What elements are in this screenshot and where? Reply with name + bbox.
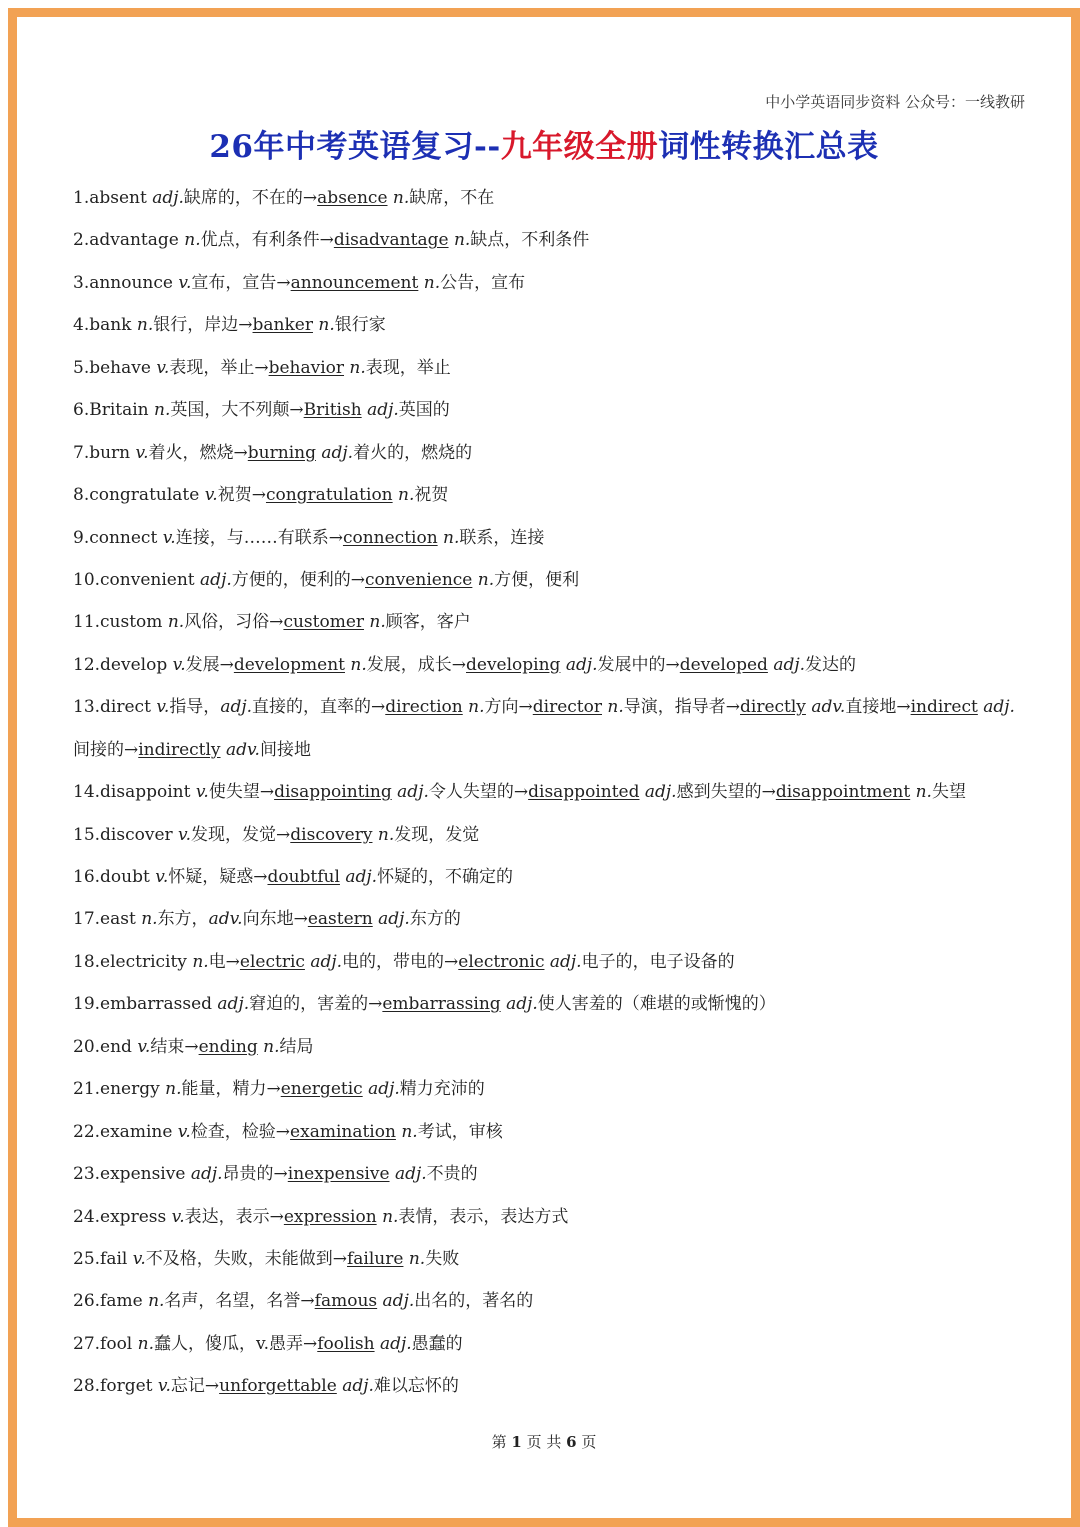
part-of-speech: n.: [401, 1121, 418, 1142]
entry-text: 银行，岸边→: [153, 315, 253, 336]
entry-text: 7.burn: [73, 442, 136, 463]
entry-text: 令人失望的→: [428, 782, 529, 803]
entry-text: 12.develop: [73, 654, 173, 675]
entry-text: 怀疑的，不确定的: [377, 867, 514, 887]
entry-text: 发现，发觉: [394, 824, 480, 845]
entry-row: [73, 771, 1033, 813]
entry-text: 使失望→: [208, 782, 275, 803]
entry-row: [73, 601, 1033, 643]
entry-text: 间接的→: [73, 739, 139, 760]
entry-text: 表现，举止: [365, 357, 451, 378]
derived-word: eastern: [307, 909, 373, 930]
entry-text: 方向→: [484, 697, 533, 718]
entry-text: 21.energy: [73, 1079, 166, 1100]
part-of-speech: n.: [443, 527, 460, 548]
derived-word: developing: [466, 654, 561, 675]
part-of-speech: adj.: [565, 654, 598, 675]
part-of-speech: n.: [382, 1206, 399, 1227]
entry-text: 东方，: [157, 909, 209, 930]
entry-text: 13.direct: [73, 697, 157, 718]
derived-word: disappointing: [274, 782, 392, 803]
entry-text: 缺席的，不在的→: [183, 188, 318, 208]
entry-row: [73, 1026, 1033, 1068]
derived-word: director: [532, 697, 602, 718]
part-of-speech: n.: [392, 188, 410, 208]
entry-text: 22.examine: [73, 1121, 178, 1142]
derived-word: disappointment: [775, 782, 911, 803]
part-of-speech: n.: [369, 612, 386, 633]
part-of-speech: adj.: [549, 951, 582, 972]
part-of-speech: v.: [178, 272, 192, 293]
part-of-speech: n.: [468, 697, 485, 718]
derived-word: direction: [385, 697, 463, 718]
derived-word: absence: [317, 188, 388, 208]
entry-text: 英国，大不列颠→: [170, 400, 304, 421]
part-of-speech: n.: [398, 485, 415, 506]
derived-word: foolish: [317, 1333, 375, 1354]
part-of-speech: v.: [156, 357, 170, 378]
derived-word: directly: [740, 697, 806, 718]
part-of-speech: v.: [204, 485, 218, 506]
entry-text: 优点，有利条件→: [200, 230, 334, 251]
entry-row: [73, 644, 1033, 686]
part-of-speech: v.: [156, 697, 170, 718]
entry-text: 23.expensive: [73, 1164, 191, 1185]
page-title: [17, 121, 1071, 166]
part-of-speech: v.: [132, 1248, 146, 1269]
entry-text: 表现，举止→: [169, 357, 269, 378]
part-of-speech: adj.: [342, 1376, 374, 1397]
part-of-speech: n.: [154, 400, 171, 421]
entry-row: [73, 559, 1033, 601]
part-of-speech: n.: [136, 315, 154, 336]
derived-word: ending: [198, 1036, 258, 1057]
entry-list: [73, 177, 1033, 1408]
entry-text: 出名的，著名的: [414, 1291, 534, 1312]
derived-word: British: [303, 400, 362, 421]
part-of-speech: adj.: [378, 909, 410, 930]
part-of-speech: v.: [177, 1121, 191, 1142]
entry-text: 结束→: [150, 1036, 199, 1057]
entry-text: 愚蠢的: [411, 1333, 463, 1354]
part-of-speech: adj.: [368, 1079, 400, 1100]
derived-word: embarrassing: [382, 994, 501, 1015]
part-of-speech: adj.: [310, 951, 343, 972]
derived-word: unforgettable: [219, 1376, 337, 1397]
part-of-speech: adj.: [394, 1164, 427, 1185]
derived-word: customer: [283, 612, 365, 633]
part-of-speech: adv.: [225, 739, 260, 760]
part-of-speech: n.: [148, 1291, 165, 1312]
part-of-speech: v.: [171, 1206, 185, 1227]
part-of-speech: adj.: [397, 782, 429, 803]
entry-text: 28.forget: [73, 1376, 158, 1397]
derived-word: electronic: [458, 951, 545, 972]
entry-row: [73, 304, 1033, 346]
entry-text: 24.express: [73, 1206, 172, 1227]
entry-text: 14.disappoint: [73, 782, 196, 803]
derived-word: indirect: [910, 697, 978, 718]
entry-text: 精力充沛的: [399, 1079, 485, 1100]
entry-row: [73, 814, 1033, 856]
entry-row: [73, 941, 1033, 983]
entry-text: 电的，带电的→: [342, 951, 459, 972]
part-of-speech: v.: [157, 1376, 171, 1397]
entry-row: [73, 729, 1033, 771]
part-of-speech: n.: [192, 951, 209, 972]
entry-text: 东方的: [409, 909, 461, 930]
title-part-2: 九年级全册: [500, 129, 659, 165]
entry-text: 9.connect: [73, 527, 163, 548]
footer-prefix: 第: [491, 1433, 507, 1451]
footer-mid: 页 共: [526, 1433, 562, 1451]
entry-text: 缺席，不在: [409, 188, 495, 208]
part-of-speech: n.: [915, 782, 932, 803]
entry-row: [73, 1238, 1033, 1280]
entry-text: 25.fail: [73, 1248, 133, 1269]
entry-row: [73, 983, 1033, 1025]
entry-text: 方便，便利: [494, 569, 580, 590]
entry-row: [73, 389, 1033, 431]
entry-text: 顾客，客户: [385, 612, 471, 633]
entry-text: 结局: [279, 1036, 314, 1057]
entry-row: [73, 1111, 1033, 1153]
title-part-1: 26年中考英语复习--: [209, 129, 501, 165]
page-frame: [8, 8, 1080, 1527]
part-of-speech: n.: [167, 612, 185, 633]
part-of-speech: adv.: [208, 909, 243, 930]
part-of-speech: adj.: [220, 697, 253, 718]
entry-text: 连接，与……有联系→: [175, 527, 343, 548]
part-of-speech: adj.: [200, 569, 232, 590]
entry-text: 昂贵的→: [222, 1164, 288, 1185]
part-of-speech: v.: [195, 782, 209, 803]
part-of-speech: n.: [350, 654, 367, 675]
part-of-speech: n.: [349, 357, 366, 378]
derived-word: failure: [347, 1248, 404, 1269]
entry-text: 宣布，宣告→: [191, 272, 291, 293]
derived-word: electric: [239, 951, 305, 972]
entry-text: 着火的，燃烧的: [353, 442, 473, 463]
entry-text: 电→: [208, 951, 240, 972]
entry-row: [73, 1068, 1033, 1110]
entry-text: 祝贺→: [217, 485, 266, 506]
part-of-speech: n.: [423, 272, 441, 293]
entry-text: 考试，审核: [417, 1121, 503, 1142]
part-of-speech: n.: [137, 1333, 154, 1354]
entry-text: 名声，名望，名誉→: [164, 1291, 315, 1312]
entry-text: 8.congratulate: [73, 485, 205, 506]
entry-text: 16.doubt: [73, 867, 156, 887]
derived-word: congratulation: [265, 485, 393, 506]
part-of-speech: n.: [453, 230, 471, 251]
derived-word: famous: [314, 1291, 378, 1312]
part-of-speech: adj.: [773, 654, 806, 675]
entry-text: 3.announce: [73, 272, 179, 293]
entry-text: 4.bank: [73, 315, 137, 336]
part-of-speech: n.: [263, 1036, 280, 1057]
entry-row: [73, 686, 1033, 728]
part-of-speech: n.: [141, 909, 158, 930]
entry-text: 风俗，习俗→: [184, 612, 284, 633]
derived-word: inexpensive: [287, 1164, 390, 1185]
entry-text: 19.embarrassed: [73, 994, 218, 1015]
part-of-speech: adv.: [811, 697, 846, 718]
entry-text: 忘记→: [170, 1376, 220, 1397]
entry-text: 18.electricity: [73, 951, 193, 972]
entry-row: [73, 898, 1033, 940]
part-of-speech: adj.: [367, 400, 399, 421]
entry-row: [73, 1280, 1033, 1322]
part-of-speech: adj.: [644, 782, 677, 803]
entry-text: 感到失望的→: [676, 782, 776, 803]
entry-text: 发展，成长→: [366, 654, 466, 675]
entry-text: 6.Britain: [73, 400, 155, 421]
entry-text: 难以忘怀的: [373, 1376, 459, 1397]
entry-row: [73, 219, 1033, 261]
entry-text: 17.east: [73, 909, 142, 930]
entry-text: 11.custom: [73, 612, 168, 633]
derived-word: announcement: [290, 272, 419, 293]
part-of-speech: v.: [178, 824, 192, 845]
entry-text: 发现，发觉→: [191, 824, 291, 845]
derived-word: energetic: [280, 1079, 363, 1100]
entry-row: [73, 1196, 1033, 1238]
part-of-speech: n.: [165, 1079, 182, 1100]
part-of-speech: adj.: [321, 442, 354, 463]
part-of-speech: n.: [318, 315, 335, 336]
entry-text: 直接的，直率的→: [252, 697, 386, 718]
entry-text: 蠢人，傻瓜，v.愚弄→: [154, 1333, 318, 1354]
footer-suffix: 页: [581, 1433, 597, 1451]
entry-text: 失望: [931, 782, 966, 803]
part-of-speech: adj.: [379, 1333, 412, 1354]
derived-word: examination: [290, 1121, 396, 1142]
entry-text: 1.absent: [73, 188, 153, 208]
entry-text: 10.convenient: [73, 569, 201, 590]
entry-text: 检查，检验→: [190, 1121, 291, 1142]
derived-word: doubtful: [267, 867, 340, 887]
title-part-3: 词性转换汇总表: [658, 129, 879, 165]
entry-text: 27.fool: [73, 1333, 138, 1354]
entry-row: [73, 262, 1033, 304]
entry-text: 祝贺: [414, 485, 449, 506]
part-of-speech: adj.: [382, 1291, 415, 1312]
entry-text: 窘迫的，害羞的→: [249, 994, 383, 1015]
entry-text: 方便的，便利的→: [231, 569, 365, 590]
entry-text: 表情，表示，表达方式: [398, 1206, 569, 1227]
entry-text: 怀疑，疑惑→: [168, 867, 268, 887]
page-footer: [17, 1431, 1071, 1452]
entry-text: 使人害羞的（难堪的或惭愧的）: [537, 994, 776, 1015]
part-of-speech: n.: [377, 824, 395, 845]
entry-row: [73, 1323, 1033, 1365]
entry-text: 能量，精力→: [181, 1079, 281, 1100]
entry-row: [73, 432, 1033, 474]
entry-text: 缺点，不利条件: [470, 230, 590, 251]
entry-text: 电子的，电子设备的: [581, 951, 735, 972]
derived-word: developed: [679, 654, 768, 675]
part-of-speech: adj.: [217, 994, 250, 1015]
entry-row: [73, 474, 1033, 516]
entry-text: 发展→: [185, 654, 234, 675]
part-of-speech: v.: [137, 1036, 151, 1057]
entry-text: 银行家: [334, 315, 386, 336]
entry-text: 直接地→: [845, 697, 911, 718]
entry-row: [73, 517, 1033, 559]
entry-text: 5.behave: [73, 357, 157, 378]
part-of-speech: adj.: [983, 697, 1015, 718]
derived-word: indirectly: [138, 739, 221, 760]
entry-text: 英国的: [398, 400, 450, 421]
part-of-speech: v.: [162, 527, 176, 548]
part-of-speech: n.: [184, 230, 201, 251]
entry-text: 间接地: [259, 739, 311, 760]
part-of-speech: v.: [172, 654, 186, 675]
part-of-speech: v.: [155, 867, 169, 887]
entry-row: [73, 347, 1033, 389]
entry-text: 公告，宣布: [440, 272, 526, 293]
entry-row: [73, 1365, 1033, 1407]
footer-page-number: 1: [511, 1433, 522, 1451]
derived-word: development: [233, 654, 345, 675]
part-of-speech: adj.: [506, 994, 538, 1015]
derived-word: burning: [247, 442, 316, 463]
entry-row: [73, 856, 1033, 898]
derived-word: connection: [342, 527, 438, 548]
derived-word: behavior: [268, 357, 345, 378]
derived-word: disadvantage: [333, 230, 449, 251]
part-of-speech: adj.: [345, 867, 378, 887]
entry-row: [73, 1153, 1033, 1195]
entry-text: 26.fame: [73, 1291, 149, 1312]
entry-text: 不及格，失败，未能做到→: [145, 1248, 347, 1269]
part-of-speech: v.: [135, 442, 149, 463]
header-note: 中小学英语同步资料 公众号：一线教研: [765, 93, 1025, 111]
derived-word: banker: [252, 315, 313, 336]
entry-text: 发达的: [805, 654, 857, 675]
entry-row: [73, 177, 1033, 219]
entry-text: 20.end: [73, 1036, 138, 1057]
derived-word: discovery: [290, 824, 373, 845]
part-of-speech: adj.: [190, 1164, 223, 1185]
entry-text: 2.advantage: [73, 230, 185, 251]
entry-text: 向东地→: [242, 909, 308, 930]
derived-word: convenience: [365, 569, 473, 590]
entry-text: 失败: [425, 1248, 460, 1269]
entry-text: 表达，表示→: [184, 1206, 284, 1227]
derived-word: disappointed: [528, 782, 640, 803]
entry-text: 着火，燃烧→: [148, 442, 248, 463]
derived-word: expression: [283, 1206, 377, 1227]
entry-text: 指导，: [169, 697, 221, 718]
footer-total-pages: 6: [566, 1433, 577, 1451]
entry-text: 不贵的: [426, 1164, 478, 1185]
entry-text: 发展中的→: [597, 654, 680, 675]
entry-text: 导演，指导者→: [623, 697, 741, 718]
part-of-speech: adj.: [152, 188, 184, 208]
entry-text: 联系，连接: [459, 527, 545, 548]
part-of-speech: n.: [607, 697, 624, 718]
part-of-speech: n.: [408, 1248, 426, 1269]
part-of-speech: n.: [477, 569, 495, 590]
entry-text: 15.discover: [73, 824, 179, 845]
